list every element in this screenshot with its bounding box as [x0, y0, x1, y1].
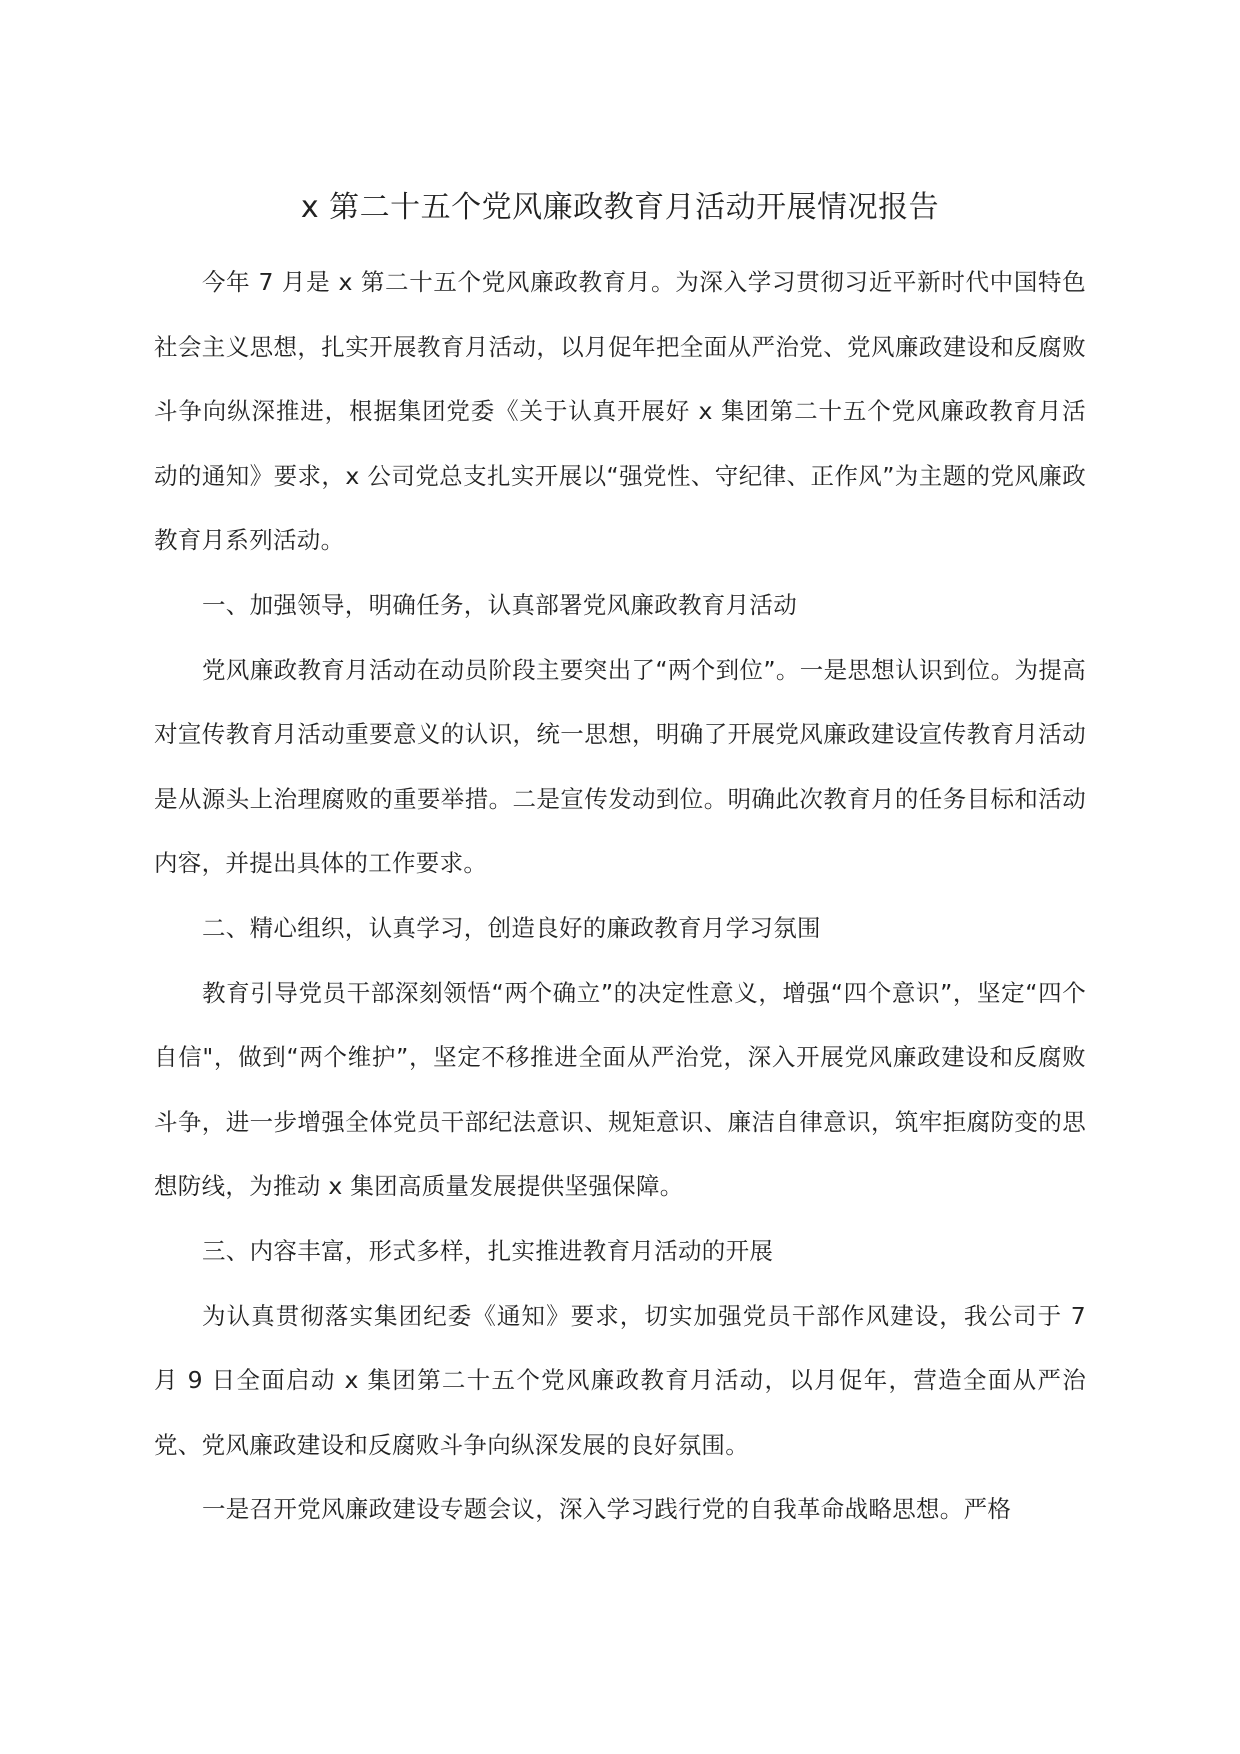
paragraph-section-3: 为认真贯彻落实集团纪委《通知》要求，切实加强党员干部作风建设，我公司于 7 月 9 日全面启动 x 集团第二十五个党风廉政教育月活动，以月促年，营造全面从严治党、党风廉政建设和反腐败斗争向纵深发展的良好氛围。 — [154, 1301, 1086, 1459]
section-heading-3: 三、内容丰富，形式多样，扎实推进教育月活动的开展 — [202, 1236, 774, 1265]
document-title: x 第二十五个党风廉政教育月活动开展情况报告 — [300, 190, 940, 225]
section-heading-2: 二、精心组织，认真学习，创造良好的廉政教育月学习氛围 — [202, 913, 821, 942]
paragraph-intro: 今年 7 月是 x 第二十五个党风廉政教育月。为深入学习贯彻习近平新时代中国特色社会主义思想，扎实开展教育月活动，以月促年把全面从严治党、党风廉政建设和反腐败斗争向纵深推进，根据集团党委《关于认真开展好 x 集团第二十五个党风廉政教育月活动的通知》要求，x 公司党总支扎实开展以“强党性、守纪律、正作风”为主题的党风廉政教育月系列活动。 — [154, 268, 1086, 555]
paragraph-section-3-item-1: 一是召开党风廉政建设专题会议，深入学习践行党的自我革命战略思想。严格 — [202, 1495, 1012, 1524]
document-body — [154, 250, 1086, 1542]
section-heading-1: 一、加强领导，明确任务，认真部署党风廉政教育月活动 — [202, 590, 797, 619]
paragraph-section-2: 教育引导党员干部深刻领悟“两个确立”的决定性意义，增强“四个意识”，坚定“四个自信"，做到“两个维护”，坚定不移推进全面从严治党，深入开展党风廉政建设和反腐败斗争，进一步增强全体党员干部纪法意识、规矩意识、廉洁自律意识，筑牢拒腐防变的思想防线，为推动 x 集团高质量发展提供坚强保障。 — [154, 978, 1086, 1201]
paragraph-section-1: 党风廉政教育月活动在动员阶段主要突出了“两个到位”。一是思想认识到位。为提高对宣传教育月活动重要意义的认识，统一思想，明确了开展党风廉政建设宣传教育月活动是从源头上治理腐败的重要举措。二是宣传发动到位。明确此次教育月的任务目标和活动内容，并提出具体的工作要求。 — [154, 655, 1086, 878]
